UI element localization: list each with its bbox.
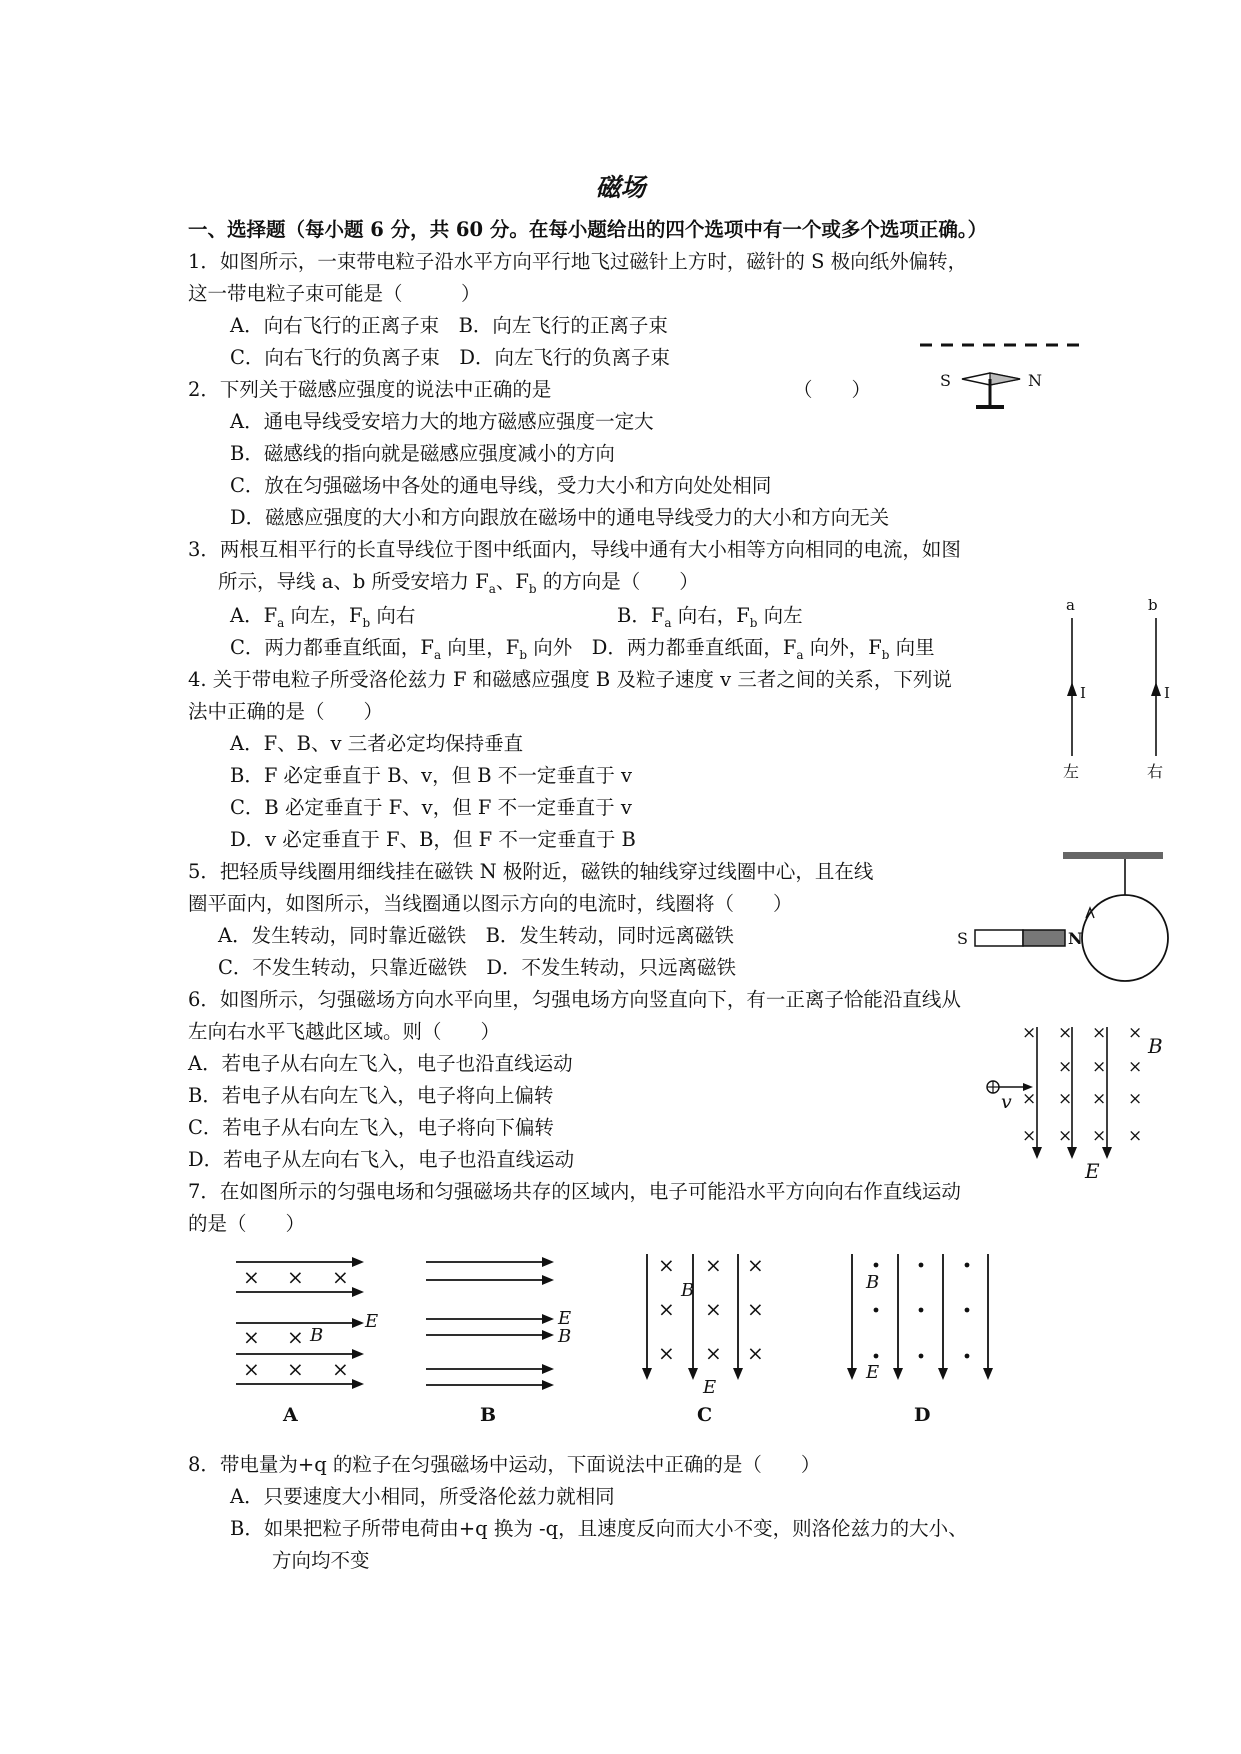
q5-stem-line1: 5．把轻质导线圈用细线挂在磁铁 N 极附近，磁铁的轴线穿过线圈中心，且在线 xyxy=(188,860,874,883)
q6-stem-line2: 左向右水平飞越此区域。则（ ） xyxy=(188,1020,501,1043)
svg-text:×: × xyxy=(747,1341,764,1365)
q1-options-ab: A．向右飞行的正离子束 B．向左飞行的正离子束 xyxy=(230,314,668,337)
q7-stem-line2: 的是（ ） xyxy=(188,1212,306,1235)
q6-stem-line1: 6．如图所示，匀强磁场方向水平向里，匀强电场方向竖直向下，有一正离子恰能沿直线从 xyxy=(188,988,961,1011)
svg-text:×: × xyxy=(1022,1089,1037,1109)
svg-text:×: × xyxy=(705,1253,722,1277)
q6-option-c: C．若电子从右向左飞入，电子将向下偏转 xyxy=(188,1116,554,1139)
q8-option-a: A．只要速度大小相同，所受洛伦兹力就相同 xyxy=(230,1485,615,1508)
q3-fig-left-label: 左 xyxy=(1063,762,1080,781)
svg-text:×: × xyxy=(332,1265,349,1289)
svg-text:×: × xyxy=(1022,1023,1037,1043)
q7-stem-line1: 7．在如图所示的匀强电场和匀强磁场共存的区域内，电子可能沿水平方向向右作直线运动 xyxy=(188,1180,961,1203)
q3-wires-figure xyxy=(1060,596,1180,786)
q7-d-b-label: B xyxy=(866,1272,880,1293)
q5-magnet-coil-figure xyxy=(955,852,1170,972)
svg-text:×: × xyxy=(1022,1126,1037,1146)
svg-text:×: × xyxy=(1092,1057,1107,1077)
svg-text:×: × xyxy=(1092,1023,1107,1043)
q6-option-a: A．若电子从右向左飞入，电子也沿直线运动 xyxy=(188,1052,573,1075)
svg-text:×: × xyxy=(705,1341,722,1365)
svg-text:×: × xyxy=(1058,1057,1073,1077)
q5-fig-s-label: S xyxy=(957,929,968,948)
svg-text:×: × xyxy=(287,1325,304,1349)
q7-label-a: A xyxy=(283,1404,298,1426)
page-title: 磁场 xyxy=(595,173,646,202)
q7-figure-c xyxy=(635,1248,785,1400)
q7-figure-d xyxy=(840,1248,1000,1400)
svg-text:×: × xyxy=(1128,1023,1143,1043)
q8-option-b-line2: 方向均不变 xyxy=(272,1549,370,1572)
q1-stem-line2: 这一带电粒子束可能是（ ） xyxy=(188,282,481,305)
q8-stem: 8．带电量为+q 的粒子在匀强磁场中运动，下面说法中正确的是（ ） xyxy=(188,1453,821,1476)
svg-text:×: × xyxy=(658,1341,675,1365)
q6-option-d: D．若电子从左向右飞入，电子也沿直线运动 xyxy=(188,1148,575,1171)
svg-text:×: × xyxy=(1058,1023,1073,1043)
q7-a-b-label: B xyxy=(310,1325,324,1346)
svg-text:×: × xyxy=(705,1297,722,1321)
svg-text:×: × xyxy=(243,1357,260,1381)
q3-stem-line1: 3．两根互相平行的长直导线位于图中纸面内，导线中通有大小相等方向相同的电流，如图 xyxy=(188,538,961,561)
q7-c-b-label: B xyxy=(681,1280,695,1301)
q3-option-a: A．$F_a$ 向左，$F_b$ 向右 xyxy=(230,604,416,630)
svg-text:×: × xyxy=(1092,1126,1107,1146)
svg-text:×: × xyxy=(332,1357,349,1381)
svg-text:×: × xyxy=(1058,1126,1073,1146)
q4-option-c: C．B 必定垂直于 F、v，但 F 不一定垂直于 v xyxy=(230,796,632,819)
q5-stem-line2: 圈平面内，如图所示，当线圈通以图示方向的电流时，线圈将（ ） xyxy=(188,892,793,915)
q5-fig-n-label: N xyxy=(1068,929,1083,948)
q1-fig-s-label: S xyxy=(940,371,951,390)
q3-stem-line2: 所示，导线 a、b 所受安培力 $F_a$、$F_b$ 的方向是（ ） xyxy=(218,570,699,596)
svg-text:×: × xyxy=(1128,1126,1143,1146)
svg-text:×: × xyxy=(1092,1089,1107,1109)
svg-text:×: × xyxy=(243,1265,260,1289)
q1-fig-n-label: N xyxy=(1028,371,1042,390)
svg-text:×: × xyxy=(658,1253,675,1277)
q8-option-b-line1: B．如果把粒子所带电荷由+q 换为 -q，且速度反向而大小不变，则洛伦兹力的大小、 xyxy=(230,1517,968,1540)
q1-options-cd: C．向右飞行的负离子束 D．向左飞行的负离子束 xyxy=(230,346,671,369)
section-heading: 一、选择题（每小题 6 分，共 60 分。在每小题给出的四个选项中有一个或多个选项正确。） xyxy=(188,218,988,241)
q2-answer-paren: （ ） xyxy=(793,378,872,401)
q2-stem: 2．下列关于磁感应强度的说法中正确的是 xyxy=(188,378,552,401)
q2-option-d: D．磁感应强度的大小和方向跟放在磁场中的通电导线受力的大小和方向无关 xyxy=(230,506,890,529)
q7-d-e-label: E xyxy=(866,1362,880,1383)
q7-a-e-label: E xyxy=(365,1311,379,1332)
q3-fig-current-b: I xyxy=(1164,684,1170,702)
q6-fig-e-label: E xyxy=(1085,1159,1100,1183)
q7-label-d: D xyxy=(914,1404,931,1426)
svg-text:×: × xyxy=(287,1357,304,1381)
q3-fig-current-a: I xyxy=(1080,684,1086,702)
q6-crossed-fields-figure xyxy=(985,1023,1170,1183)
q4-option-d: D．v 必定垂直于 F、B，但 F 不一定垂直于 B xyxy=(230,828,636,851)
svg-text:×: × xyxy=(1058,1089,1073,1109)
q4-stem-line2: 法中正确的是（ ） xyxy=(188,700,384,723)
q7-b-e-label: E xyxy=(558,1308,572,1329)
q6-fig-v-label: v xyxy=(1001,1091,1012,1113)
svg-text:×: × xyxy=(243,1325,260,1349)
q2-option-c: C．放在匀强磁场中各处的通电导线，受力大小和方向处处相同 xyxy=(230,474,772,497)
svg-text:×: × xyxy=(658,1297,675,1321)
q7-label-c: C xyxy=(697,1404,713,1426)
svg-text:×: × xyxy=(287,1265,304,1289)
q7-figure-a xyxy=(232,1250,402,1395)
q3-fig-b-label: b xyxy=(1148,596,1158,614)
q5-options-cd: C．不发生转动，只靠近磁铁 D．不发生转动，只远离磁铁 xyxy=(218,956,737,979)
q7-b-b-label: B xyxy=(558,1326,572,1347)
q6-fig-b-label: B xyxy=(1148,1034,1163,1058)
q7-figure-b xyxy=(420,1250,580,1395)
q5-options-ab: A．发生转动，同时靠近磁铁 B．发生转动，同时远离磁铁 xyxy=(218,924,734,947)
q1-compass-figure xyxy=(920,335,1090,415)
q7-label-b: B xyxy=(480,1404,497,1426)
q4-option-b: B．F 必定垂直于 B、v，但 B 不一定垂直于 v xyxy=(230,764,633,787)
q4-stem-line1: 4. 关于带电粒子所受洛伦兹力 F 和磁感应强度 B 及粒子速度 v 三者之间的关系，下列说 xyxy=(188,668,952,691)
q3-fig-right-label: 右 xyxy=(1147,762,1164,781)
q3-fig-a-label: a xyxy=(1066,596,1075,614)
q2-option-b: B．磁感线的指向就是磁感应强度减小的方向 xyxy=(230,442,615,465)
q2-option-a: A．通电导线受安培力大的地方磁感应强度一定大 xyxy=(230,410,654,433)
q3-options-cd: C．两力都垂直纸面，$F_a$ 向里，$F_b$ 向外 D．两力都垂直纸面，$F_a$ 向外，$F_b$ 向里 xyxy=(230,636,935,662)
q3-option-b: B．$F_a$ 向右，$F_b$ 向左 xyxy=(617,604,803,630)
svg-text:×: × xyxy=(747,1253,764,1277)
q6-option-b: B．若电子从右向左飞入，电子将向上偏转 xyxy=(188,1084,554,1107)
q4-option-a: A．F、B、v 三者必定均保持垂直 xyxy=(230,732,524,755)
svg-text:×: × xyxy=(1128,1057,1143,1077)
svg-text:×: × xyxy=(747,1297,764,1321)
svg-text:×: × xyxy=(1128,1089,1143,1109)
q1-stem-line1: 1．如图所示，一束带电粒子沿水平方向平行地飞过磁针上方时，磁针的 S 极向纸外偏转， xyxy=(188,250,968,273)
q7-c-e-label: E xyxy=(703,1377,717,1398)
